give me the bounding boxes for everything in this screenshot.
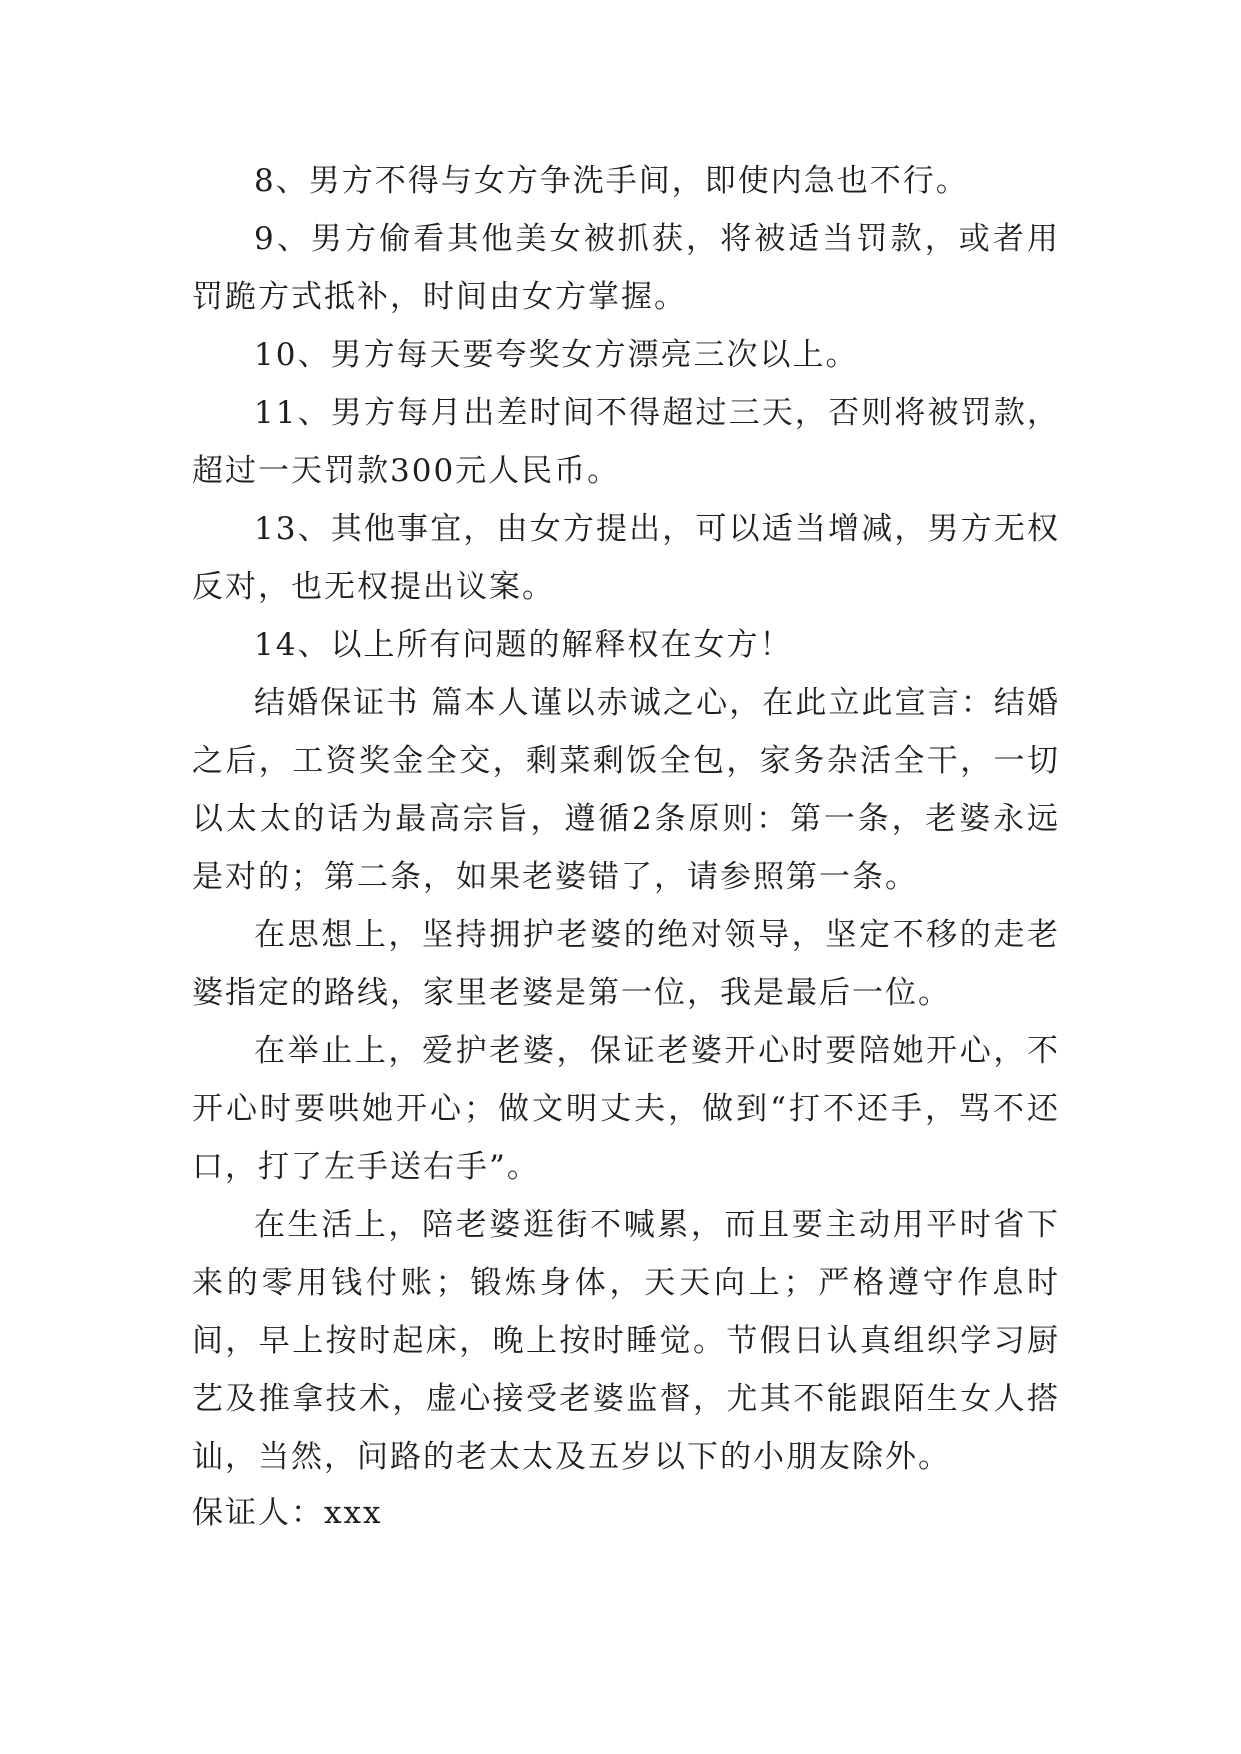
rule-13-paragraph: 13、其他事宜，由女方提出，可以适当增减，男方无权反对，也无权提出议案。 — [192, 511, 1060, 605]
rule-11-paragraph: 11、男方每月出差时间不得超过三天，否则将被罚款，超过一天罚款300元人民币。 — [192, 395, 1060, 489]
pledge-life-paragraph: 在生活上，陪老婆逛街不喊累，而且要主动用平时省下来的零用钱付账；锻炼身体，天天向上；严格遵守作息时间，早上按时起床，晚上按时睡觉。节假日认真组织学习厨艺及推拿技术，虚心接受老婆监督，尤其不能跟陌生女人搭讪，当然，问路的老太太及五岁以下的小朋友除外。 — [192, 1207, 1060, 1475]
rule-10-paragraph: 10、男方每天要夸奖女方漂亮三次以上。 — [254, 337, 859, 373]
pledge-intro-paragraph: 结婚保证书 篇本人谨以赤诚之心，在此立此宣言：结婚之后，工资奖金全交，剩菜剩饭全包，家务杂活全干，一切以太太的话为最高宗旨，遵循2条原则：第一条，老婆永远是对的；第二条，如果老婆错了，请参照第一条。 — [192, 685, 1060, 895]
rule-9-paragraph: 9、男方偷看其他美女被抓获，将被适当罚款，或者用罚跪方式抵补，时间由女方掌握。 — [192, 221, 1060, 315]
signature-line: 保证人：xxx — [192, 1495, 383, 1531]
document-body — [192, 152, 1060, 1540]
pledge-thought-paragraph: 在思想上，坚持拥护老婆的绝对领导，坚定不移的走老婆指定的路线，家里老婆是第一位，我是最后一位。 — [192, 917, 1060, 1011]
rule-8-paragraph: 8、男方不得与女方争洗手间，即使内急也不行。 — [254, 163, 969, 199]
rule-14-paragraph: 14、以上所有问题的解释权在女方！ — [254, 627, 793, 663]
pledge-behavior-paragraph: 在举止上，爱护老婆，保证老婆开心时要陪她开心，不开心时要哄她开心；做文明丈夫，做到“打不还手，骂不还口，打了左手送右手”。 — [192, 1033, 1060, 1185]
